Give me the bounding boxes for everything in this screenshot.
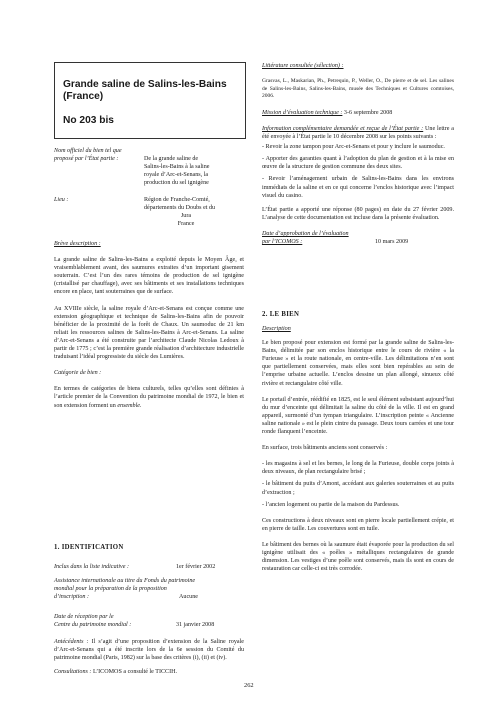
approval-label-2: par l’ICOMOS : [262, 239, 303, 245]
literature-text: Grasvas, L., Maskarian, Ph., Petrequin, P., Weller, O., De pierre et de sel. Les salines de Salins-les-Bains, Salins-les-Bains, musée des Techniques et Cultures comtoises, 2006. [262, 78, 454, 100]
description-paragraph-4: Ces constructions à deux niveaux sont en pierre locale partiellement crépie, et en pierre de taille. Les couvertures sont en tuile. [262, 517, 454, 532]
info-request-list [262, 143, 454, 200]
assistance-label [54, 577, 229, 601]
official-name-value [144, 155, 244, 187]
location-line: Région de Franche-Comté, [144, 197, 210, 203]
tentative-list-value: 1er février 2002 [176, 564, 216, 570]
approval-value: 10 mars 2009 [375, 239, 409, 245]
list-item: - l’ancien logement ou partie de la maison du Pardessus. [262, 501, 400, 508]
mission-label: Mission d’évaluation technique : [262, 109, 343, 116]
assistance-line: mondial pour la préparation de la proposition [54, 586, 167, 593]
reception-line: Date de réception par le [54, 614, 114, 620]
document-number: No 203 bis [63, 115, 114, 126]
reply-paragraph: L’État partie a apporté une réponse (80 pages) en date du 27 février 2009. L’analyse de cette documentation est incluse dans la présente évaluation. [262, 206, 454, 221]
section-property: 2. LE BIEN [262, 311, 300, 318]
description-paragraph-5: Le bâtiment des bernes où la saumure était évaporée pour la production du sel ignigène utilisait des « poêles » métalliques rectangulaires de grande dimension. Les vestiges d’une poêle sont conservés, mais ils sont en cours de restauration car celle-ci est très corrodée. [262, 541, 454, 573]
antecedents-paragraph [54, 638, 244, 662]
category-emphasis: ensemble. [117, 402, 142, 409]
consultations-paragraph [54, 668, 244, 676]
description-paragraph-2: Le portail d’entrée, réédifié en 1825, est le seul élément subsistant aujourd’hui du mur d’enceinte qui délimitait la saline du côté de la ville. Il est en grand appareil, surmonté d’un tympan triangulaire. L’inscription peinte « Ancienne saline nationale » est le plein cintre du passage. Deux tours carrées et une tour ronde flanquent l’enceinte. [262, 396, 454, 436]
mission-row [262, 109, 454, 117]
description-label: Description [262, 326, 291, 332]
location-line: France [177, 221, 195, 228]
buildings-list [262, 460, 454, 508]
info-label: Information complémentaire demandée et reçue de l’État partie : [262, 125, 424, 132]
category-label: Catégorie de bien : [54, 370, 102, 377]
page-number: 262 [244, 682, 254, 689]
official-value-line: De la grande saline de [144, 156, 199, 162]
page-title [63, 79, 245, 103]
section-identification: 1. IDENTIFICATION [54, 544, 124, 551]
official-label-line: Nom officiel du bien tel que [54, 148, 122, 154]
location-value [144, 196, 244, 228]
reception-line: Centre du patrimoine mondial : [54, 622, 132, 629]
assistance-line: d’inscription : [54, 594, 90, 601]
mission-value: 3-6 septembre 2008 [343, 109, 393, 116]
assistance-line: Assistance internationale au titre du Fonds du patrimoine [54, 578, 196, 584]
description-paragraph-1: Le bien proposé pour extension est formé par la grande saline de Salins-les-Bains, délimitée par son enclos historique entre le cours de rivière « la Furieuse » et la route nationale, en centre-ville. Les délimitations n’en sont que partiellement conservées, mais elles sont bien repérables au sein de l’emprise urbaine actuelle. L’enclos dessine un plan allongé, sinueux côté rivière et rectangulaire côté ville. [262, 340, 454, 387]
list-item: - le bâtiment du puits d’Amont, accédant aux galeries souterraines et au puits d’extraction ; [262, 481, 454, 496]
location-label: Lieu : [54, 197, 69, 203]
description-paragraph-3: En surface, trois bâtiments anciens sont conservés : [262, 445, 388, 452]
official-value-line: Salins-les-Bains à la saline [144, 164, 210, 171]
category-text: En termes de catégories de biens culturels, telles qu’elles sont définies à l’article premier de la Convention du patrimoine mondial de 1972, le bien et son extension forment un [54, 386, 244, 409]
brief-paragraph-2: Au XVIIIe siècle, la saline royale d’Arc-et-Senans est conçue comme une extension géographique et technique de Salins-les-Bains afin de pouvoir bénéficier de la proximité de la forêt de Chaux. Un saumoduc de 21 km reliait les ressources salines de Salins-les-Bains à Arc-et-Senans. La saline d’Arc-et-Senans a été construite par l’architecte Claude Nicolas Ledoux à partir de 1775 ; c’est la première grande réalisation d’architecture industrielle traduisant l’idéal progressiste du siècle des Lumières. [54, 305, 244, 361]
brief-paragraph-1: La grande saline de Salins-les-Bains a exploité depuis le Moyen Âge, et vraisemblablement avant, des saumures extraites d’un important gisement souterrain. C’est l’un des rares témoins de production de sel ignigène (cristallisé par chauffage), avec ses bâtiments et ses installations techniques encore en place, tant souterraines que de surface. [54, 257, 244, 296]
title-line-2: (France) [63, 91, 104, 102]
official-value-line: royale d’Arc-et-Senans, la [144, 172, 209, 179]
list-item: - les magasins à sel et les bernes, le long de la Furieuse, double corps joints à deux niveaux, de plan rectangulaire brisé ; [262, 461, 454, 476]
official-name-label [54, 147, 144, 163]
tentative-list-label: Inclus dans la liste indicative : [54, 564, 129, 570]
category-paragraph [54, 385, 244, 409]
list-item: - Revoir la zone tampon pour Arc-et-Senans et pour y inclure le saumoduc. [262, 144, 445, 151]
title-box [54, 62, 246, 139]
brief-description-label: Brève description : [54, 241, 101, 247]
list-item: - Revoir l’aménagement urbain de Salins-les-Bains dans les environs immédiats de la saline et en ce qui concerne l’enclos historique avec l’impact visuel du casino. [262, 176, 454, 199]
official-label-line: proposé par l’État partie : [54, 156, 119, 163]
info-paragraph [262, 125, 454, 141]
consultations-text: L’ICOMOS a consulté le TICCIH. [92, 669, 178, 676]
reception-date-label [54, 613, 131, 629]
approval-line: Date d’approbation de l’évaluation [262, 230, 349, 237]
reception-date-value: 31 janvier 2008 [176, 622, 215, 628]
location-line: Jura [180, 213, 192, 220]
antecedents-label: Antécédents : [54, 639, 89, 645]
info-text: Une lettre a été envoyée à l’État partie le 10 décembre 2008 sur les points suivants : [262, 125, 454, 141]
antecedents [54, 638, 244, 684]
list-item: - Apporter des garanties quant à l’adoption du plan de gestion et à la mise en œuvre de la structure de gestion commune des deux sites. [262, 156, 454, 171]
official-value-line: production du sel ignigène [144, 180, 209, 187]
description [262, 325, 454, 581]
consultations-label: Consultations : [54, 669, 92, 676]
assistance-value: Aucune [179, 594, 198, 600]
antecedents-text: Il s’agit d’une proposition d’extension de la Saline royale d’Arc-et-Senans qui a été inscrite lors de la 6e session du Comité du patrimoine mondial (Paris, 1982) sur la base des critères (i), (ii) et (iv). [54, 639, 244, 662]
right-column [262, 62, 454, 246]
location-line: départements du Doubs et du [144, 205, 216, 212]
approval-label [262, 230, 454, 246]
title-line-1: Grande saline de Salins-les-Bains [63, 79, 227, 90]
brief-description [54, 240, 244, 418]
literature-label: Littérature consultée (sélection) : [262, 63, 344, 69]
approval-line [262, 238, 454, 246]
